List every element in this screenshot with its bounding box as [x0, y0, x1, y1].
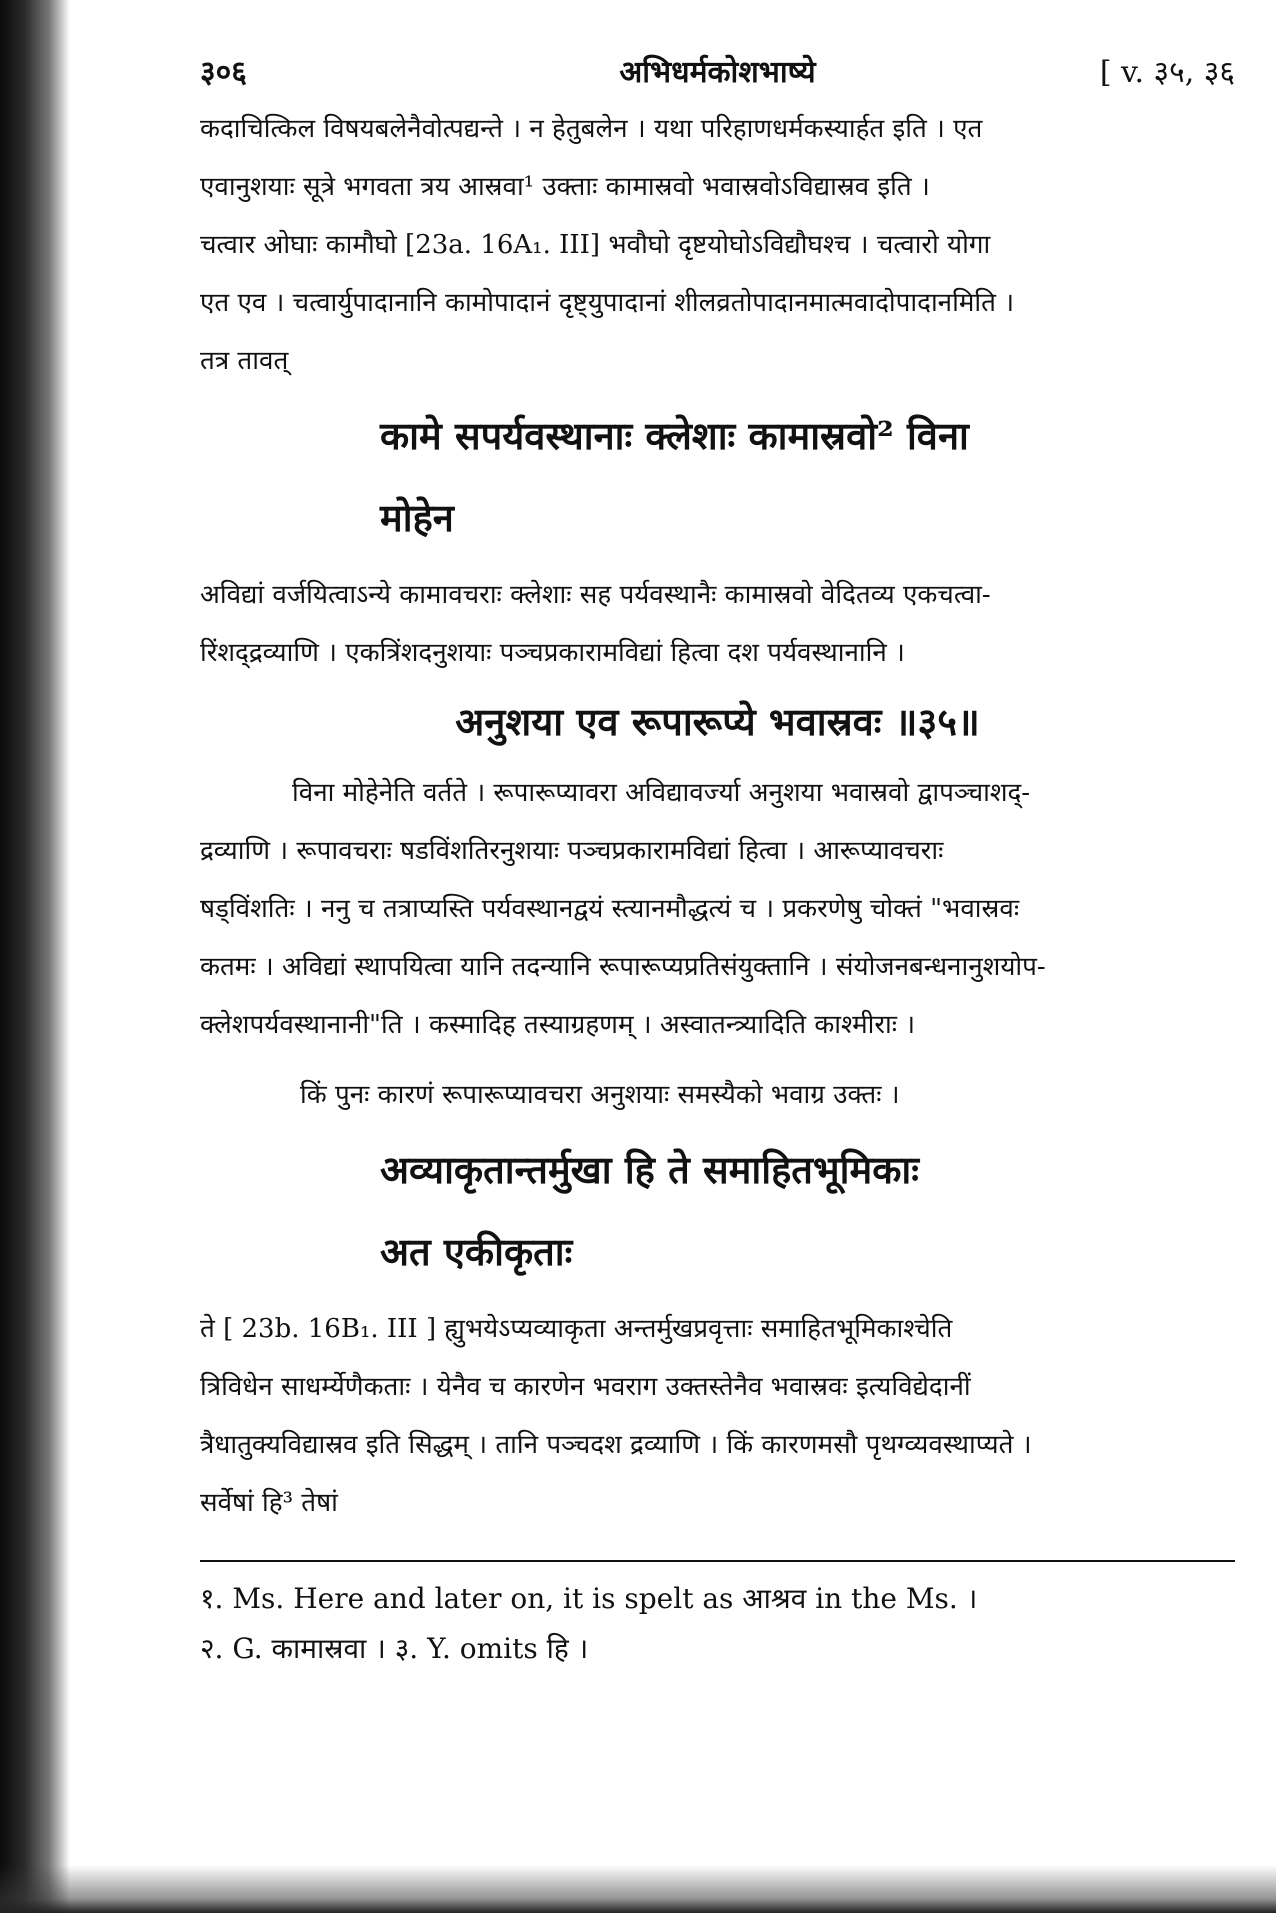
text-line: अविद्यां वर्जयित्वाऽन्ये कामावचराः क्लेशाः सह पर्यवस्थानैः कामास्रवो वेदितव्य एकचत्वा- [200, 580, 991, 610]
text-line: रिंशद्द्रव्याणि । एकत्रिंशदनुशयाः पञ्चप्रकारामविद्यां हित्वा दश पर्यवस्थानानि । [200, 638, 905, 668]
verse-reference: [ v. ३५, ३६ [1099, 55, 1235, 90]
page-number: ३०६ [200, 55, 247, 90]
text-line: चत्वार ओघाः कामौघो [23a. 16A₁. III] भवौघो दृष्टयोघोऽविद्यौघश्च । चत्वारो योगा [200, 230, 991, 260]
text-line: विना मोहेनेति वर्तते । रूपारूप्यावरा अविद्यावर्ज्या अनुशया भवास्रवो द्वापञ्चाशद्- [292, 778, 1031, 808]
verse-2: अनुशया एव रूपारूप्ये भवास्रवः ॥३५॥ [455, 699, 980, 744]
running-title: अभिधर्मकोशभाष्ये [619, 55, 816, 90]
book-page [200, 40, 1235, 1674]
verse-1 [200, 400, 1235, 554]
bottom-edge-shadow [0, 1865, 1276, 1913]
page-header [200, 40, 1235, 100]
text-line: एवानुशयाः सूत्रे भगवता त्रय आस्रवा¹ उक्ताः कामास्रवो भवास्रवोऽविद्यास्रव इति । [200, 172, 930, 202]
text-line: सर्वेषां हि³ तेषां [200, 1488, 338, 1518]
text-line: ते [ 23b. 16B₁. III ] ह्युभयेऽप्यव्याकृता अन्तर्मुखप्रवृत्ताः समाहितभूमिकाश्चेति [200, 1314, 953, 1344]
verse-line: अव्याकृतान्तर्मुखा हि ते समाहितभूमिकाः [380, 1147, 919, 1192]
commentary-paragraph-4 [200, 1300, 1235, 1532]
text-line: षड्विंशतिः । ननु च तत्राप्यस्ति पर्यवस्थानद्वयं स्त्यानमौद्धत्यं च । प्रकरणेषु चोक्तं "भवास्रवः [200, 894, 1020, 924]
text-line: एत एव । चत्वार्युपादानानि कामोपादानं दृष्ट्युपादानां शीलव्रतोपादानमात्मवादोपादानमिति । [200, 288, 1015, 318]
commentary-paragraph-3 [200, 764, 1235, 1054]
text-line: त्रिविधेन साधर्म्येणैकताः । येनैव च कारणेन भवराग उक्तस्तेनैव भवास्रवः इत्यविद्येदानीं [200, 1372, 971, 1402]
verse-3 [200, 1134, 1235, 1288]
verse-line: मोहेन [380, 495, 454, 540]
footnote-divider [200, 1560, 1235, 1562]
footnotes [200, 1574, 1235, 1674]
binding-shadow [0, 0, 70, 1913]
text-line: कदाचित्किल विषयबलेनैवोत्पद्यन्ते । न हेतुबलेन । यथा परिहाणधर्मकस्यार्हत इति । एत [200, 114, 983, 144]
verse-line: अत एकीकृताः [380, 1229, 573, 1274]
question-line: किं पुनः कारणं रूपारूप्यावचरा अनुशयाः समस्यैको भवाग्र उक्तः । [300, 1080, 900, 1110]
verse-line: कामे सपर्यवस्थानाः क्लेशाः कामास्रवो² विना [380, 413, 969, 458]
commentary-paragraph-1 [200, 100, 1235, 390]
commentary-paragraph-2 [200, 566, 1235, 682]
footnote: २. G. कामास्रवा । ३. Y. omits हि । [200, 1632, 589, 1665]
text-line: द्रव्याणि । रूपावचराः षडविंशतिरनुशयाः पञ्चप्रकारामविद्यां हित्वा । आरूप्यावचराः [200, 836, 944, 866]
text-line: तत्र तावत् [200, 346, 289, 376]
footnote: १. Ms. Here and later on, it is spelt as आश्रव in the Ms. । [200, 1582, 978, 1615]
text-line: क्लेशपर्यवस्थानानी"ति । कस्मादिह तस्याग्रहणम् । अस्वातन्त्र्यादिति काश्मीराः । [200, 1010, 916, 1040]
text-line: कतमः । अविद्यां स्थापयित्वा यानि तदन्यानि रूपारूप्यप्रतिसंयुक्तानि । संयोजनबन्धनानुशयोप- [200, 952, 1046, 982]
text-line: त्रैधातुक्यविद्यास्रव इति सिद्धम् । तानि पञ्चदश द्रव्याणि । किं कारणमसौ पृथग्व्यवस्थाप्यते । [200, 1430, 1032, 1460]
